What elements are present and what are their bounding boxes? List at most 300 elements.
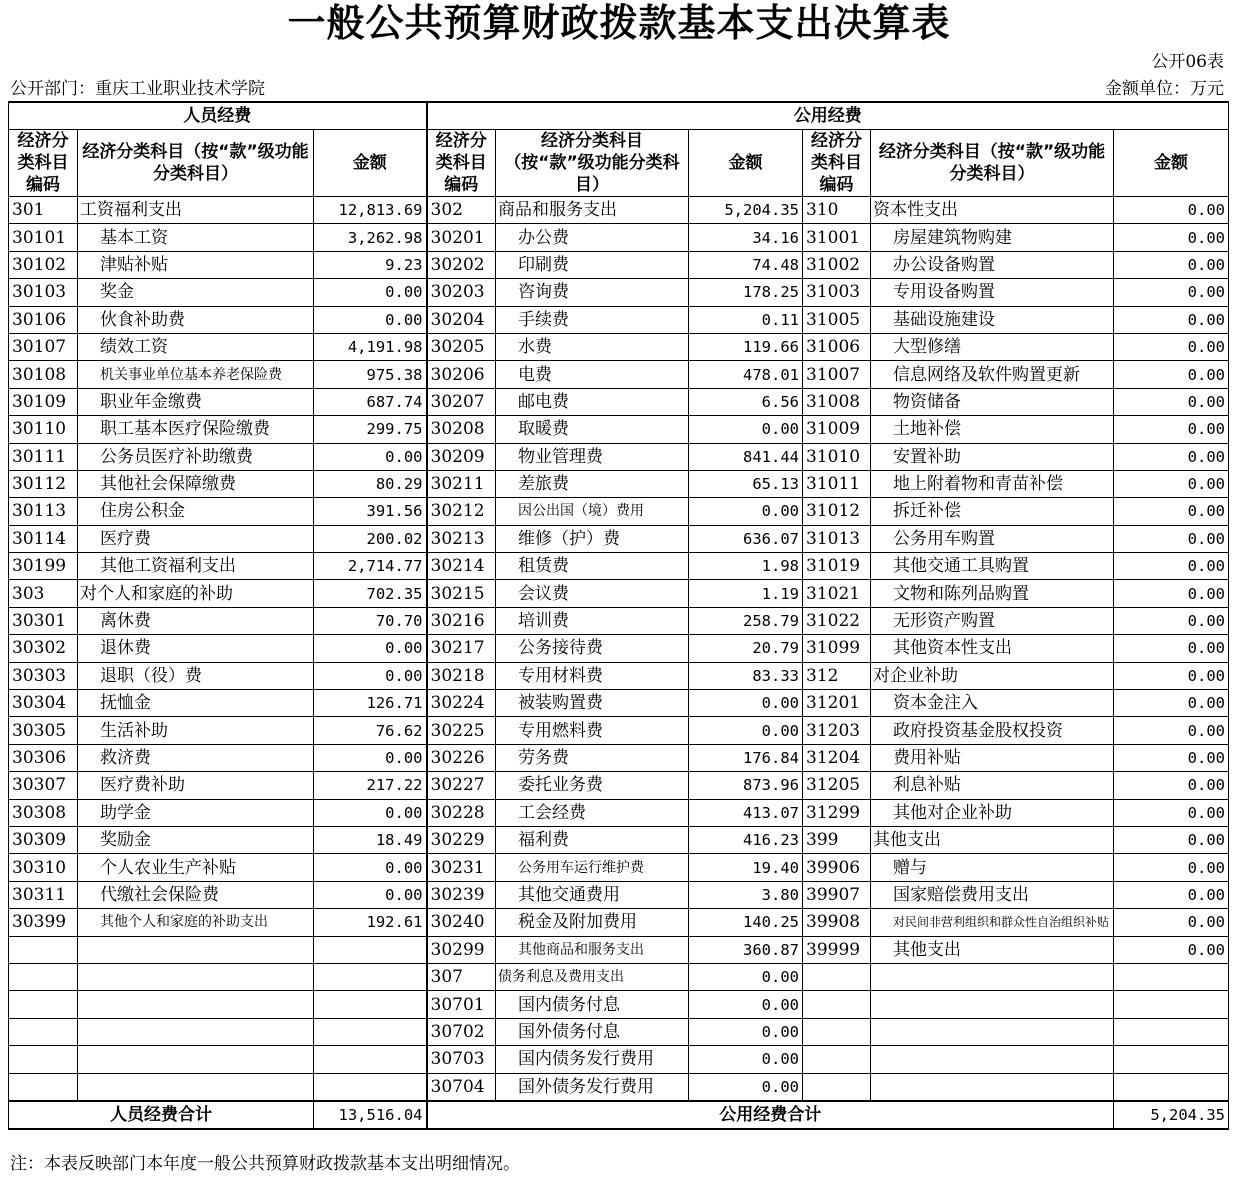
public-b-code-cell: 31008	[803, 388, 871, 415]
public-a-code-cell: 30213	[427, 525, 496, 552]
table-row	[9, 607, 1229, 634]
personnel-name-cell: 基本工资	[78, 224, 314, 251]
amount-header: 金额	[689, 130, 803, 197]
public-b-code-cell: 31021	[803, 580, 871, 607]
public-b-name-cell	[871, 1073, 1114, 1101]
table-row	[9, 306, 1229, 333]
name-header: 经济分类科目（按“款”级功能分类科目）	[78, 130, 314, 197]
personnel-amount-cell: 0.00	[314, 306, 427, 333]
personnel-code-cell: 30304	[9, 690, 78, 717]
personnel-name-cell: 伙食补助费	[78, 306, 314, 333]
personnel-code-cell: 30109	[9, 388, 78, 415]
public-b-amount-cell: 0.00	[1114, 854, 1229, 881]
public-b-name-cell: 办公设备购置	[871, 251, 1114, 278]
public-a-name-cell: 其他交通费用	[496, 881, 689, 908]
public-a-code-cell: 30217	[427, 635, 496, 662]
public-b-code-cell: 31007	[803, 361, 871, 388]
personnel-name-cell: 生活补助	[78, 717, 314, 744]
public-b-amount-cell: 0.00	[1114, 909, 1229, 936]
personnel-name-cell: 离休费	[78, 607, 314, 634]
public-b-amount-cell: 0.00	[1114, 224, 1229, 251]
table-row	[9, 361, 1229, 388]
personnel-amount-cell: 4,191.98	[314, 333, 427, 360]
public-b-amount-cell	[1114, 1046, 1229, 1073]
public-b-code-cell: 31201	[803, 690, 871, 717]
public-a-amount-cell: 0.00	[689, 717, 803, 744]
personnel-amount-cell: 0.00	[314, 279, 427, 306]
public-b-name-cell: 其他交通工具购置	[871, 553, 1114, 580]
unit-label: 金额单位：万元	[1105, 79, 1224, 99]
public-a-name-cell: 债务利息及费用支出	[496, 963, 689, 990]
personnel-name-cell: 代缴社会保险费	[78, 881, 314, 908]
public-b-amount-cell: 0.00	[1114, 443, 1229, 470]
personnel-name-cell: 个人农业生产补贴	[78, 854, 314, 881]
public-a-name-cell: 办公费	[496, 224, 689, 251]
public-b-name-cell: 专用设备购置	[871, 279, 1114, 306]
public-b-amount-cell	[1114, 1073, 1229, 1101]
personnel-name-cell: 住房公积金	[78, 498, 314, 525]
public-a-amount-cell: 119.66	[689, 333, 803, 360]
public-a-code-cell: 30227	[427, 772, 496, 799]
public-b-code-cell: 31009	[803, 416, 871, 443]
public-b-name-cell: 政府投资基金股权投资	[871, 717, 1114, 744]
table-row	[9, 690, 1229, 717]
personnel-name-cell: 其他个人和家庭的补助支出	[78, 909, 314, 936]
table-row	[9, 224, 1229, 251]
public-b-code-cell: 31006	[803, 333, 871, 360]
public-a-code-cell: 30226	[427, 744, 496, 771]
public-a-code-cell: 30702	[427, 1018, 496, 1045]
table-row	[9, 881, 1229, 908]
public-a-amount-cell: 5,204.35	[689, 197, 803, 224]
public-a-name-cell: 被装购置费	[496, 690, 689, 717]
public-a-code-cell: 30202	[427, 251, 496, 278]
name-header: 经济分类科目（按“款”级功能分类科目）	[871, 130, 1114, 197]
public-a-name-cell: 公务接待费	[496, 635, 689, 662]
public-a-amount-cell: 74.48	[689, 251, 803, 278]
personnel-code-cell: 30310	[9, 854, 78, 881]
public-a-name-cell: 邮电费	[496, 388, 689, 415]
personnel-code-cell: 30302	[9, 635, 78, 662]
personnel-code-cell: 30311	[9, 881, 78, 908]
public-a-code-cell: 30228	[427, 799, 496, 826]
public-a-name-cell: 租赁费	[496, 553, 689, 580]
personnel-amount-cell: 192.61	[314, 909, 427, 936]
public-b-name-cell: 资本性支出	[871, 197, 1114, 224]
personnel-code-cell: 30108	[9, 361, 78, 388]
public-a-code-cell: 30211	[427, 470, 496, 497]
personnel-name-cell	[78, 1046, 314, 1073]
table-row	[9, 1018, 1229, 1045]
public-a-name-cell: 国内债务发行费用	[496, 1046, 689, 1073]
public-header: 公用经费	[427, 102, 1229, 130]
public-b-code-cell: 31204	[803, 744, 871, 771]
public-a-code-cell: 30701	[427, 991, 496, 1018]
public-a-code-cell: 30212	[427, 498, 496, 525]
table-row	[9, 333, 1229, 360]
personnel-amount-cell: 12,813.69	[314, 197, 427, 224]
public-b-amount-cell	[1114, 963, 1229, 990]
personnel-amount-cell	[314, 963, 427, 990]
public-b-code-cell: 39907	[803, 881, 871, 908]
public-b-amount-cell: 0.00	[1114, 197, 1229, 224]
public-a-name-cell: 商品和服务支出	[496, 197, 689, 224]
public-a-amount-cell: 1.98	[689, 553, 803, 580]
public-b-amount-cell: 0.00	[1114, 690, 1229, 717]
personnel-name-cell	[78, 963, 314, 990]
personnel-name-cell: 助学金	[78, 799, 314, 826]
personnel-name-cell: 职工基本医疗保险缴费	[78, 416, 314, 443]
public-a-code-cell: 30208	[427, 416, 496, 443]
public-b-name-cell: 基础设施建设	[871, 306, 1114, 333]
public-a-amount-cell: 0.00	[689, 690, 803, 717]
expenditure-table	[8, 101, 1229, 1130]
public-a-code-cell: 30229	[427, 826, 496, 853]
personnel-code-cell	[9, 991, 78, 1018]
personnel-code-cell	[9, 1018, 78, 1045]
public-b-amount-cell	[1114, 1018, 1229, 1045]
public-a-name-cell: 印刷费	[496, 251, 689, 278]
personnel-code-cell: 30102	[9, 251, 78, 278]
public-b-name-cell: 无形资产购置	[871, 607, 1114, 634]
public-a-amount-cell: 873.96	[689, 772, 803, 799]
public-b-amount-cell: 0.00	[1114, 279, 1229, 306]
public-a-amount-cell: 140.25	[689, 909, 803, 936]
public-b-name-cell: 公务用车购置	[871, 525, 1114, 552]
personnel-code-cell: 30309	[9, 826, 78, 853]
amount-header: 金额	[1114, 130, 1229, 197]
table-row	[9, 936, 1229, 963]
public-b-name-cell: 资本金注入	[871, 690, 1114, 717]
personnel-amount-cell: 217.22	[314, 772, 427, 799]
table-row	[9, 525, 1229, 552]
public-b-amount-cell: 0.00	[1114, 799, 1229, 826]
public-a-name-cell: 税金及附加费用	[496, 909, 689, 936]
personnel-name-cell: 绩效工资	[78, 333, 314, 360]
public-a-amount-cell: 83.33	[689, 662, 803, 689]
public-b-amount-cell: 0.00	[1114, 361, 1229, 388]
page-title: 一般公共预算财政拨款基本支出决算表	[287, 0, 951, 45]
public-a-amount-cell: 19.40	[689, 854, 803, 881]
personnel-amount-cell: 18.49	[314, 826, 427, 853]
personnel-name-cell: 津贴补贴	[78, 251, 314, 278]
public-a-code-cell: 30201	[427, 224, 496, 251]
personnel-name-cell: 对个人和家庭的补助	[78, 580, 314, 607]
public-b-name-cell: 利息补贴	[871, 772, 1114, 799]
personnel-name-cell	[78, 936, 314, 963]
public-b-code-cell: 31022	[803, 607, 871, 634]
public-a-amount-cell: 416.23	[689, 826, 803, 853]
public-b-amount-cell: 0.00	[1114, 662, 1229, 689]
table-row	[9, 826, 1229, 853]
public-total-amount: 5,204.35	[1114, 1101, 1229, 1129]
personnel-code-cell: 30101	[9, 224, 78, 251]
table-row	[9, 251, 1229, 278]
public-b-amount-cell: 0.00	[1114, 717, 1229, 744]
personnel-code-cell: 30107	[9, 333, 78, 360]
public-b-amount-cell: 0.00	[1114, 498, 1229, 525]
public-b-name-cell: 其他对企业补助	[871, 799, 1114, 826]
personnel-amount-cell: 299.75	[314, 416, 427, 443]
public-b-name-cell: 对民间非营利组织和群众性自治组织补贴	[871, 909, 1114, 936]
table-row	[9, 991, 1229, 1018]
public-a-name-cell: 维修（护）费	[496, 525, 689, 552]
public-b-code-cell: 31011	[803, 470, 871, 497]
public-a-amount-cell: 478.01	[689, 361, 803, 388]
public-b-code-cell	[803, 963, 871, 990]
personnel-amount-cell: 0.00	[314, 881, 427, 908]
public-a-code-cell: 30216	[427, 607, 496, 634]
personnel-code-cell	[9, 1073, 78, 1101]
personnel-name-cell: 奖励金	[78, 826, 314, 853]
personnel-amount-cell: 76.62	[314, 717, 427, 744]
public-b-name-cell	[871, 963, 1114, 990]
public-b-name-cell: 大型修缮	[871, 333, 1114, 360]
personnel-amount-cell: 126.71	[314, 690, 427, 717]
public-b-name-cell: 对企业补助	[871, 662, 1114, 689]
public-a-code-cell: 30204	[427, 306, 496, 333]
personnel-name-cell: 抚恤金	[78, 690, 314, 717]
public-b-code-cell: 31019	[803, 553, 871, 580]
public-a-name-cell: 委托业务费	[496, 772, 689, 799]
public-b-amount-cell: 0.00	[1114, 881, 1229, 908]
public-a-amount-cell: 0.00	[689, 1046, 803, 1073]
public-b-amount-cell: 0.00	[1114, 772, 1229, 799]
personnel-amount-cell: 0.00	[314, 799, 427, 826]
public-b-code-cell	[803, 1018, 871, 1045]
public-a-amount-cell: 6.56	[689, 388, 803, 415]
public-a-code-cell: 30239	[427, 881, 496, 908]
public-a-name-cell: 福利费	[496, 826, 689, 853]
public-b-code-cell: 31001	[803, 224, 871, 251]
public-a-name-cell: 培训费	[496, 607, 689, 634]
personnel-code-cell: 30106	[9, 306, 78, 333]
public-a-code-cell: 30703	[427, 1046, 496, 1073]
public-a-amount-cell: 0.00	[689, 991, 803, 1018]
public-a-code-cell: 30206	[427, 361, 496, 388]
personnel-name-cell: 职业年金缴费	[78, 388, 314, 415]
public-a-amount-cell: 258.79	[689, 607, 803, 634]
public-a-amount-cell: 0.00	[689, 963, 803, 990]
totals-row	[9, 1101, 1229, 1129]
public-b-name-cell: 土地补偿	[871, 416, 1114, 443]
table-row	[9, 279, 1229, 306]
public-b-name-cell: 其他支出	[871, 936, 1114, 963]
public-a-name-cell: 工会经费	[496, 799, 689, 826]
public-a-amount-cell: 841.44	[689, 443, 803, 470]
public-b-name-cell: 地上附着物和青苗补偿	[871, 470, 1114, 497]
public-b-amount-cell: 0.00	[1114, 388, 1229, 415]
public-b-amount-cell: 0.00	[1114, 525, 1229, 552]
personnel-code-cell: 30112	[9, 470, 78, 497]
public-a-name-cell: 电费	[496, 361, 689, 388]
personnel-name-cell	[78, 1073, 314, 1101]
table-row	[9, 635, 1229, 662]
personnel-amount-cell: 0.00	[314, 443, 427, 470]
public-b-amount-cell: 0.00	[1114, 635, 1229, 662]
personnel-name-cell: 其他社会保障缴费	[78, 470, 314, 497]
public-a-name-cell: 会议费	[496, 580, 689, 607]
public-a-code-cell: 307	[427, 963, 496, 990]
table-row	[9, 388, 1229, 415]
personnel-amount-cell: 391.56	[314, 498, 427, 525]
public-b-name-cell: 安置补助	[871, 443, 1114, 470]
public-b-amount-cell: 0.00	[1114, 826, 1229, 853]
public-b-name-cell: 房屋建筑物购建	[871, 224, 1114, 251]
personnel-amount-cell: 70.70	[314, 607, 427, 634]
public-a-amount-cell: 34.16	[689, 224, 803, 251]
personnel-code-cell	[9, 963, 78, 990]
public-a-code-cell: 30240	[427, 909, 496, 936]
public-b-code-cell	[803, 1073, 871, 1101]
table-number: 公开06表	[1151, 52, 1224, 72]
personnel-amount-cell: 0.00	[314, 744, 427, 771]
public-a-name-cell: 国外债务发行费用	[496, 1073, 689, 1101]
table-row	[9, 744, 1229, 771]
personnel-code-cell: 30305	[9, 717, 78, 744]
personnel-name-cell: 医疗费补助	[78, 772, 314, 799]
personnel-name-cell: 奖金	[78, 279, 314, 306]
table-row	[9, 909, 1229, 936]
public-a-name-cell: 国外债务付息	[496, 1018, 689, 1045]
public-a-name-cell: 咨询费	[496, 279, 689, 306]
code-header: 经济分类科目编码	[427, 130, 496, 197]
public-b-amount-cell: 0.00	[1114, 470, 1229, 497]
public-b-code-cell: 31203	[803, 717, 871, 744]
public-b-name-cell: 费用补贴	[871, 744, 1114, 771]
personnel-amount-cell: 80.29	[314, 470, 427, 497]
personnel-code-cell: 30111	[9, 443, 78, 470]
table-row	[9, 854, 1229, 881]
public-a-name-cell: 公务用车运行维护费	[496, 854, 689, 881]
personnel-amount-cell: 200.02	[314, 525, 427, 552]
public-a-name-cell: 因公出国（境）费用	[496, 498, 689, 525]
personnel-amount-cell: 702.35	[314, 580, 427, 607]
personnel-code-cell: 30301	[9, 607, 78, 634]
public-b-amount-cell: 0.00	[1114, 306, 1229, 333]
public-a-code-cell: 30209	[427, 443, 496, 470]
public-b-name-cell	[871, 1046, 1114, 1073]
table-row	[9, 772, 1229, 799]
table-body	[9, 197, 1229, 1101]
footnote: 注：本表反映部门本年度一般公共预算财政拨款基本支出明细情况。	[10, 1154, 520, 1174]
public-b-code-cell: 31299	[803, 799, 871, 826]
table-row	[9, 1046, 1229, 1073]
code-header: 经济分类科目编码	[9, 130, 78, 197]
public-a-code-cell: 30218	[427, 662, 496, 689]
personnel-code-cell: 30114	[9, 525, 78, 552]
public-a-amount-cell: 178.25	[689, 279, 803, 306]
table-row	[9, 197, 1229, 224]
personnel-amount-cell	[314, 1073, 427, 1101]
public-a-amount-cell: 0.00	[689, 416, 803, 443]
personnel-code-cell: 30110	[9, 416, 78, 443]
public-b-code-cell: 31005	[803, 306, 871, 333]
public-a-name-cell: 水费	[496, 333, 689, 360]
public-a-code-cell: 30203	[427, 279, 496, 306]
personnel-code-cell: 30307	[9, 772, 78, 799]
public-a-amount-cell: 0.11	[689, 306, 803, 333]
personnel-code-cell	[9, 1046, 78, 1073]
public-b-code-cell: 31010	[803, 443, 871, 470]
personnel-name-cell	[78, 1018, 314, 1045]
public-a-amount-cell: 0.00	[689, 1073, 803, 1101]
personnel-code-cell: 30308	[9, 799, 78, 826]
public-b-code-cell: 31013	[803, 525, 871, 552]
personnel-code-cell: 301	[9, 197, 78, 224]
public-b-code-cell: 399	[803, 826, 871, 853]
public-a-name-cell: 手续费	[496, 306, 689, 333]
public-total-label: 公用经费合计	[427, 1101, 1114, 1129]
public-a-code-cell: 30231	[427, 854, 496, 881]
personnel-total-label: 人员经费合计	[9, 1101, 314, 1129]
public-b-code-cell	[803, 991, 871, 1018]
public-a-amount-cell: 0.00	[689, 498, 803, 525]
public-b-name-cell: 其他资本性支出	[871, 635, 1114, 662]
personnel-total-amount: 13,516.04	[314, 1101, 427, 1129]
personnel-amount-cell: 0.00	[314, 635, 427, 662]
personnel-amount-cell: 975.38	[314, 361, 427, 388]
personnel-amount-cell: 3,262.98	[314, 224, 427, 251]
department-label: 公开部门：重庆工业职业技术学院	[10, 79, 265, 99]
personnel-code-cell: 30399	[9, 909, 78, 936]
public-b-name-cell: 其他支出	[871, 826, 1114, 853]
public-b-code-cell: 39999	[803, 936, 871, 963]
personnel-code-cell	[9, 936, 78, 963]
personnel-code-cell: 30303	[9, 662, 78, 689]
table-row	[9, 416, 1229, 443]
public-b-name-cell: 赠与	[871, 854, 1114, 881]
personnel-name-cell: 公务员医疗补助缴费	[78, 443, 314, 470]
public-a-name-cell: 差旅费	[496, 470, 689, 497]
public-b-code-cell: 39906	[803, 854, 871, 881]
public-a-code-cell: 30215	[427, 580, 496, 607]
public-b-amount-cell: 0.00	[1114, 580, 1229, 607]
public-a-code-cell: 30225	[427, 717, 496, 744]
personnel-amount-cell	[314, 1046, 427, 1073]
personnel-header: 人员经费	[9, 102, 427, 130]
personnel-name-cell: 工资福利支出	[78, 197, 314, 224]
public-b-code-cell: 31003	[803, 279, 871, 306]
personnel-code-cell: 30199	[9, 553, 78, 580]
public-b-name-cell: 信息网络及软件购置更新	[871, 361, 1114, 388]
public-a-name-cell: 国内债务付息	[496, 991, 689, 1018]
table-row	[9, 963, 1229, 990]
public-b-name-cell: 文物和陈列品购置	[871, 580, 1114, 607]
personnel-amount-cell	[314, 1018, 427, 1045]
public-b-name-cell	[871, 1018, 1114, 1045]
personnel-name-cell: 救济费	[78, 744, 314, 771]
public-b-name-cell	[871, 991, 1114, 1018]
personnel-amount-cell: 2,714.77	[314, 553, 427, 580]
public-a-amount-cell: 636.07	[689, 525, 803, 552]
public-b-code-cell: 31002	[803, 251, 871, 278]
public-b-amount-cell: 0.00	[1114, 744, 1229, 771]
personnel-name-cell: 其他工资福利支出	[78, 553, 314, 580]
code-header: 经济分类科目编码	[803, 130, 871, 197]
public-a-amount-cell: 413.07	[689, 799, 803, 826]
public-a-amount-cell: 176.84	[689, 744, 803, 771]
public-a-amount-cell: 1.19	[689, 580, 803, 607]
public-b-amount-cell	[1114, 991, 1229, 1018]
public-a-name-cell: 物业管理费	[496, 443, 689, 470]
personnel-name-cell: 退休费	[78, 635, 314, 662]
personnel-code-cell: 30113	[9, 498, 78, 525]
personnel-amount-cell: 687.74	[314, 388, 427, 415]
public-a-amount-cell: 360.87	[689, 936, 803, 963]
table-row	[9, 662, 1229, 689]
table-row	[9, 553, 1229, 580]
